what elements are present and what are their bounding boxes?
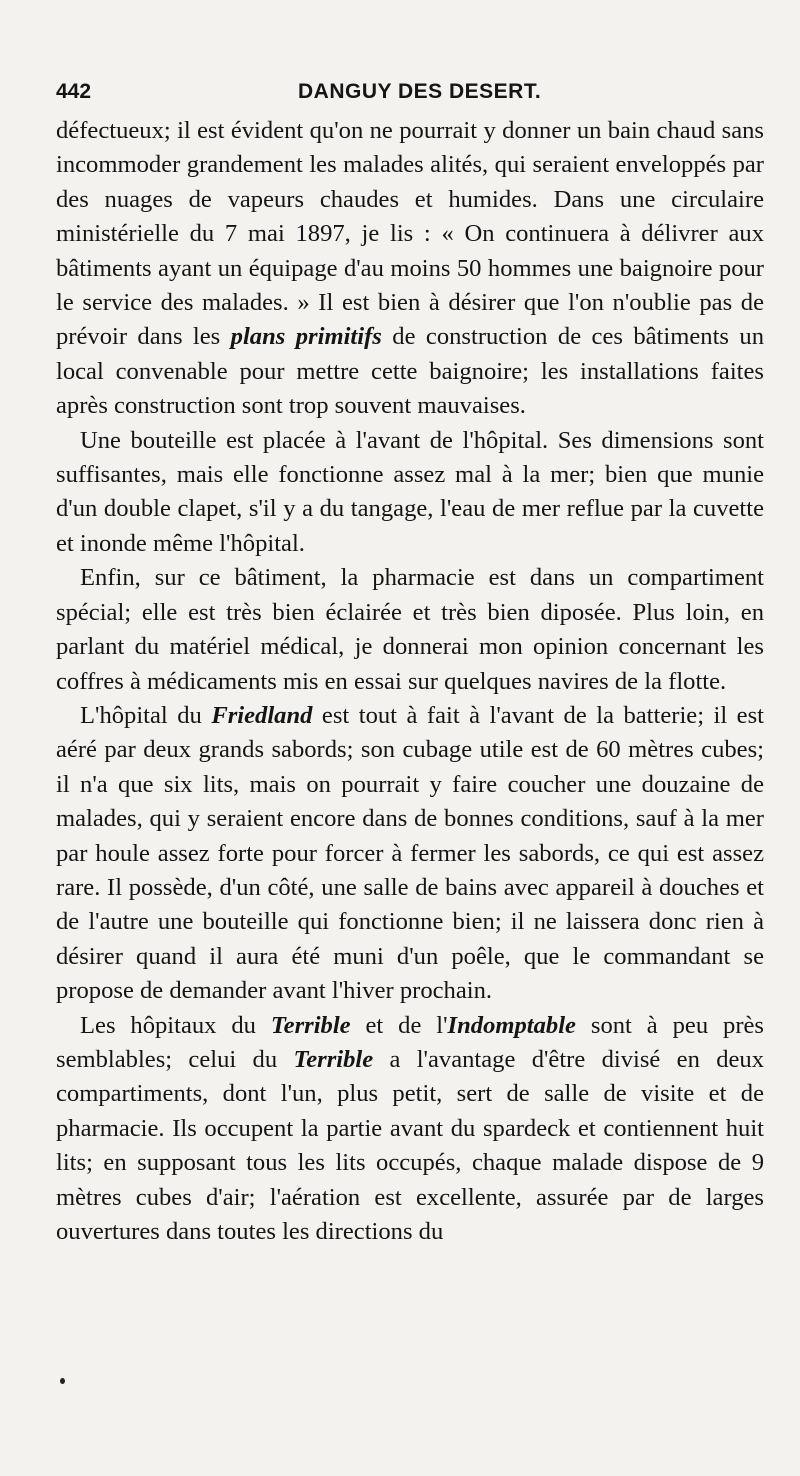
book-page xyxy=(56,68,764,1249)
paragraph-text: de construction de ces bâtiments un local convenable pour mettre cette baignoire; les installations faites après construction sont trop souvent mauvaises. xyxy=(56,323,764,420)
paragraph-4 xyxy=(56,699,764,1009)
page-header xyxy=(56,68,764,114)
page-number: 442 xyxy=(56,80,92,103)
paragraph-text: a l'avantage d'être divisé en deux compartiments, dont l'un, plus petit, sert de salle de visite et de pharmacie. Ils occupent la partie avant du spardeck et contiennent huit lits; en supposant tous les lits occupés, chaque malade dispose de 9 mètres cubes d'air; l'aération est excellente, assurée par de larges ouvertures dans toutes les directions du xyxy=(56,1045,764,1245)
italic-term-plans-primitifs: plans primitifs xyxy=(230,323,382,351)
paragraph-text: L'hôpital du xyxy=(80,701,212,729)
paragraph-text: sont à peu près semblables; celui du xyxy=(56,1011,764,1073)
ship-name-indomptable: Indomptable xyxy=(447,1011,576,1039)
paragraph-text: défectueux; il est évident qu'on ne pourrait y donner un bain chaud sans incommoder grandement les malades alités, qui seraient enveloppés par des nuages de vapeurs chaudes et humides. Dans une circulaire ministérielle du 7 mai 1897, je lis : « On continuera à délivrer aux bâtiments ayant un équipage d'au moins 50 hommes une baignoire pour le service des malades. » Il est bien à désirer que l'on n'oublie pas de prévoir dans les xyxy=(56,117,764,351)
ship-name-terrible: Terrible xyxy=(293,1045,374,1073)
paragraph-5 xyxy=(56,1009,764,1250)
ship-name-terrible: Terrible xyxy=(270,1011,351,1039)
body-text xyxy=(56,114,764,1249)
paragraph-text: Enfin, sur ce bâtiment, la pharmacie est dans un compartiment spécial; elle est très bien éclairée et très bien diposée. Plus loin, en parlant du matériel médical, je donnerai mon opinion concernant les coffres à médicaments mis en essai sur quelques navires de la flotte. xyxy=(56,564,764,695)
ship-name-friedland: Friedland xyxy=(211,701,313,729)
paragraph-1 xyxy=(56,114,764,424)
paragraph-2 xyxy=(56,424,764,562)
paragraph-text: est tout à fait à l'avant de la batterie; il est aéré par deux grands sabords; son cubage utile est de 60 mètres cubes; il n'a que six lits, mais on pourrait y faire coucher une douzaine de malades, qui y seraient encore dans de bonnes conditions, sauf à la mer par houle assez forte pour forcer à fermer les sabords, ce qui est assez rare. Il possède, d'un côté, une salle de bains avec appareil à douches et de l'autre une bouteille qui fonctionne bien; il ne laissera donc rien à désirer quand il aura été muni d'un poêle, que le commandant se propose de demander avant l'hiver prochain. xyxy=(56,701,764,1005)
ink-speck xyxy=(60,1378,65,1384)
running-title: DANGUY DES DESERT. xyxy=(298,80,542,103)
paragraph-text: Les hôpitaux du xyxy=(80,1011,271,1039)
paragraph-3 xyxy=(56,561,764,699)
paragraph-text: et de l' xyxy=(350,1011,448,1039)
paragraph-text: Une bouteille est placée à l'avant de l'hôpital. Ses dimensions sont suffisantes, mais elle fonctionne assez mal à la mer; bien que munie d'un double clapet, s'il y a du tangage, l'eau de mer reflue par la cuvette et inonde même l'hôpital. xyxy=(56,426,764,557)
